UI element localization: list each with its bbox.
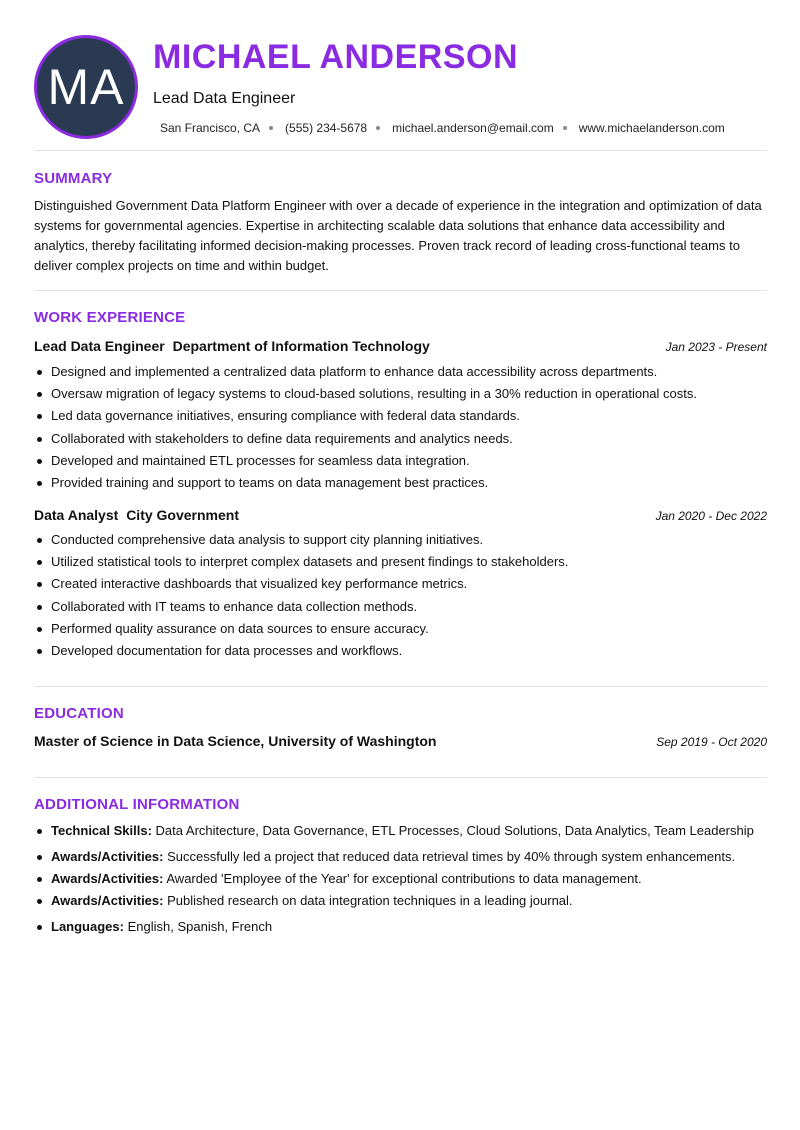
- job-title: Data Analyst: [34, 507, 119, 523]
- list-item: Created interactive dashboards that visualized key performance metrics.: [34, 573, 767, 595]
- contact-location: San Francisco, CA: [160, 121, 261, 135]
- list-item: [34, 820, 774, 842]
- job-header: [34, 507, 767, 523]
- education-dates: Sep 2019 - Oct 2020: [656, 735, 767, 749]
- contact-website[interactable]: www.michaelanderson.com: [578, 121, 725, 135]
- list-item: [34, 846, 774, 868]
- separator-dot: [269, 126, 273, 130]
- info-label: Languages:: [51, 919, 124, 934]
- list-item: Collaborated with stakeholders to define data requirements and analytics needs.: [34, 428, 767, 450]
- contact-phone: (555) 234-5678: [285, 121, 368, 135]
- divider: [34, 686, 767, 687]
- education-degree: Master of Science in Data Science, University of Washington: [34, 733, 437, 749]
- divider: [34, 150, 767, 151]
- job-dates: Jan 2020 - Dec 2022: [655, 509, 767, 523]
- list-item: Conducted comprehensive data analysis to support city planning initiatives.: [34, 529, 767, 551]
- list-item: [34, 916, 774, 938]
- info-label: Technical Skills:: [51, 823, 152, 838]
- list-item: Designed and implemented a centralized data platform to enhance data accessibility across departments.: [34, 361, 767, 383]
- divider: [34, 777, 767, 778]
- list-item: Developed and maintained ETL processes for seamless data integration.: [34, 450, 767, 472]
- job-title: Lead Data Engineer: [34, 338, 165, 354]
- list-item: Utilized statistical tools to interpret complex datasets and present findings to stakeholders.: [34, 551, 767, 573]
- job-organization: Department of Information Technology: [172, 338, 430, 354]
- avatar-initials: MA: [47, 59, 125, 115]
- info-label: Awards/Activities:: [51, 849, 164, 864]
- job-header: [34, 338, 767, 354]
- job-dates: Jan 2023 - Present: [665, 340, 767, 354]
- job-title-line: [34, 507, 239, 523]
- candidate-title: Lead Data Engineer: [153, 90, 296, 107]
- list-item: Collaborated with IT teams to enhance data collection methods.: [34, 596, 767, 618]
- avatar: [34, 35, 138, 139]
- education-entry: [34, 733, 767, 749]
- separator-dot: [376, 126, 380, 130]
- job-bullets: [34, 361, 767, 494]
- section-title-additional: ADDITIONAL INFORMATION: [34, 796, 240, 813]
- contact-bar: [160, 121, 725, 135]
- separator-dot: [563, 126, 567, 130]
- contact-email[interactable]: michael.anderson@email.com: [392, 121, 554, 135]
- candidate-name: MICHAEL ANDERSON: [153, 38, 519, 76]
- info-text: Data Architecture, Data Governance, ETL Processes, Cloud Solutions, Data Analytics, Team Leadership: [155, 823, 754, 838]
- section-title-education: EDUCATION: [34, 705, 124, 722]
- divider: [34, 290, 767, 291]
- list-item: Performed quality assurance on data sources to ensure accuracy.: [34, 618, 767, 640]
- job-organization: City Government: [126, 507, 239, 523]
- additional-info-list: [34, 820, 774, 938]
- list-item: Led data governance initiatives, ensuring compliance with federal data standards.: [34, 405, 767, 427]
- section-title-experience: WORK EXPERIENCE: [34, 309, 186, 326]
- info-text: Successfully led a project that reduced data retrieval times by 40% through system enhancements.: [167, 849, 736, 864]
- info-text: Published research on data integration techniques in a leading journal.: [167, 893, 573, 908]
- list-item: Provided training and support to teams on data management best practices.: [34, 472, 767, 494]
- list-item: [34, 890, 774, 912]
- list-item: Oversaw migration of legacy systems to cloud-based solutions, resulting in a 30% reduction in operational costs.: [34, 383, 767, 405]
- summary-text: Distinguished Government Data Platform Engineer with over a decade of experience in the integration and optimization of data systems for governmental agencies. Expertise in architecting scalable data solutions that enhance data accessibility and analytics, thereby facilitating informed decision-making processes. Proven track record of leading cross-functional teams to deliver complex projects on time and within budget.: [34, 198, 762, 273]
- info-text: Awarded 'Employee of the Year' for exceptional contributions to data management.: [166, 871, 642, 886]
- info-label: Awards/Activities:: [51, 893, 164, 908]
- section-title-summary: SUMMARY: [34, 170, 113, 187]
- info-text: English, Spanish, French: [127, 919, 273, 934]
- job-title-line: [34, 338, 430, 354]
- info-label: Awards/Activities:: [51, 871, 164, 886]
- list-item: [34, 868, 774, 890]
- job-bullets: [34, 529, 767, 662]
- list-item: Developed documentation for data processes and workflows.: [34, 640, 767, 662]
